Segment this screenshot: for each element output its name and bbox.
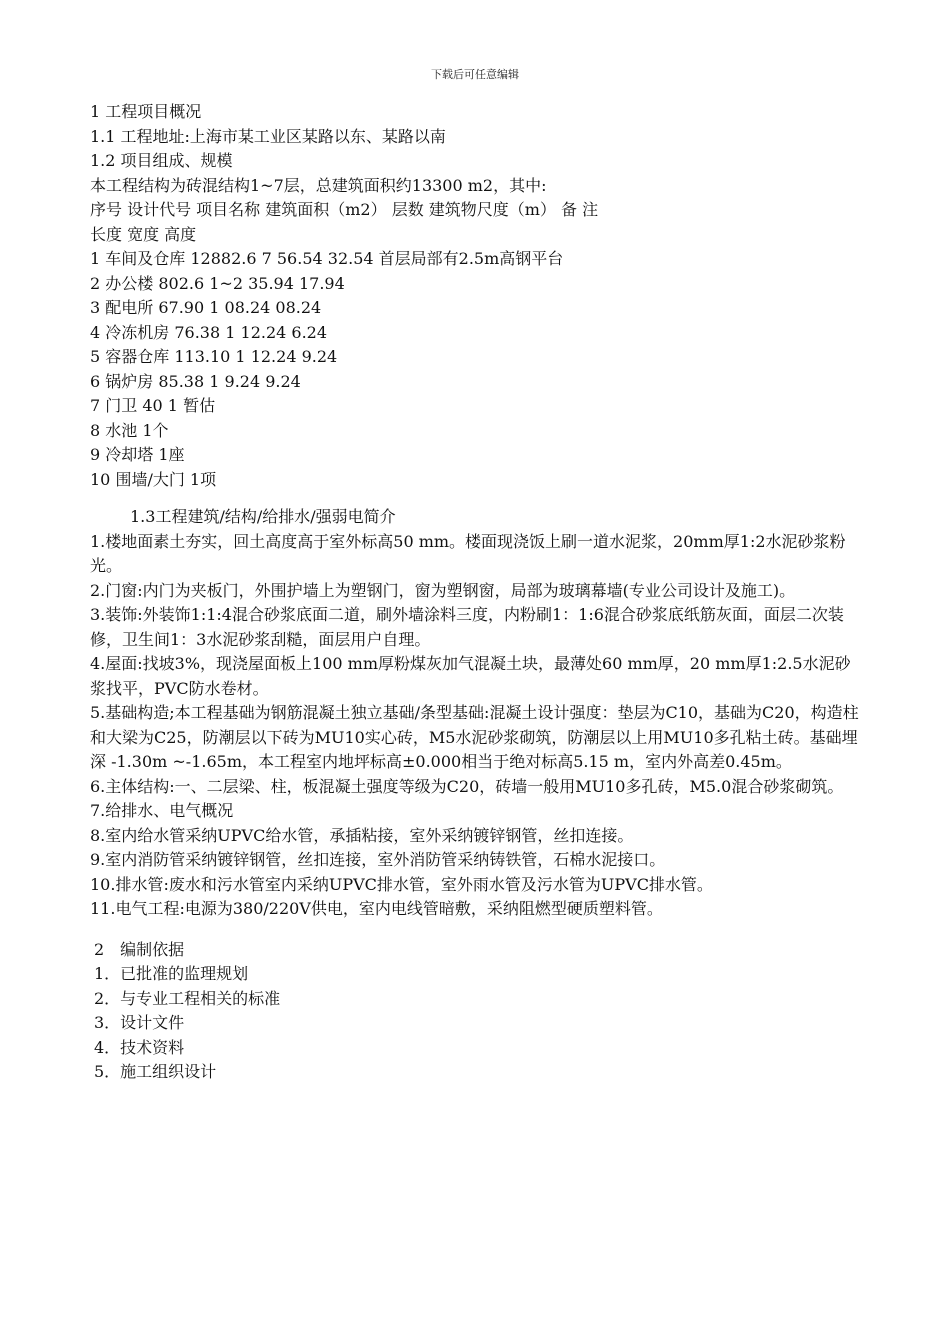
table-row: 10 围墙/大门 1项 (90, 469, 217, 489)
list-item: 5．施工组织设计 (94, 1062, 217, 1081)
table-row: 2 办公楼 802.6 1~2 35.94 17.94 (90, 273, 345, 293)
table-row: 7 门卫 40 1 暂估 (90, 396, 216, 415)
scale-summary: 本工程结构为砖混结构1~7层，总建筑面积约13300 m2，其中: (90, 175, 547, 195)
list-item: 6.主体结构:一、二层梁、柱，板混凝土强度等级为C20，砖墙一般用MU10多孔砖，M5.0混合砂浆砌筑。 (90, 776, 844, 796)
table-row: 1 车间及仓库 12882.6 7 56.54 32.54 首层局部有2.5m高钢平台 (90, 249, 564, 268)
table-header-row-2: 长度 宽度 高度 (90, 224, 197, 244)
list-item: 2．与专业工程相关的标准 (94, 988, 281, 1008)
list-item: 7.给排水、电气概况 (90, 801, 234, 820)
list-item: 10.排水管:废水和污水管室内采纳UPVC排水管，室外雨水管及污水管为UPVC排水管。 (90, 874, 713, 894)
list-item: 4.屋面:找坡3%，现浇屋面板上100 mm厚粉煤灰加气混凝土块，最薄处60 mm厚，20 mm厚1:2.5水泥砂浆找平，PVC防水卷材。 (90, 654, 851, 698)
list-item: 3．设计文件 (94, 1013, 185, 1032)
list-item: 2.门窗:内门为夹板门，外围护墙上为塑钢门，窗为塑钢窗，局部为玻璃幕墙(专业公司设计及施工)。 (90, 580, 796, 600)
section-2-heading: 2 编制依据 (94, 939, 185, 959)
table-row: 9 冷却塔 1座 (90, 445, 185, 464)
table-row: 5 容器仓库 113.10 1 12.24 9.24 (90, 347, 338, 366)
section-1-heading: 1 工程项目概况 (90, 102, 202, 121)
page-header: 下载后可任意编辑 (431, 68, 519, 81)
table-row: 4 冷冻机房 76.38 1 12.24 6.24 (90, 322, 328, 342)
list-item: 9.室内消防管采纳镀锌钢管，丝扣连接，室外消防管采纳铸铁管，石棉水泥接口。 (90, 850, 666, 869)
table-row: 8 水池 1个 (90, 420, 169, 440)
section-1-3-heading: 1.3工程建筑/结构/给排水/强弱电简介 (130, 507, 396, 526)
list-item: 8.室内给水管采纳UPVC给水管，承插粘接，室外采纳镀锌钢管，丝扣连接。 (90, 825, 634, 845)
document-body (90, 100, 860, 1085)
table-row: 3 配电所 67.90 1 08.24 08.24 (90, 298, 322, 317)
list-item: 3.装饰:外装饰1:1:4混合砂浆底面二道，刷外墙涂料三度，内粉刷1：1:6混合砂浆底纸筋灰面，面层二次装修，卫生间1：3水泥砂浆刮糙，面层用户自理。 (90, 605, 844, 649)
list-item: 5.基础构造;本工程基础为钢筋混凝土独立基础/条型基础:混凝土设计强度：垫层为C10，基础为C20，构造柱和大梁为C25，防潮层以下砖为MU10实心砖，M5水泥砂浆砌筑，防潮层以上用MU10多孔粘土砖。基础埋深 -1.30m ~-1.65m，本工程室内地坪标高±0.000相当于绝对标高5.15 m，室内外高差0.45m。 (90, 703, 859, 771)
table-header-row-1: 序号 设计代号 项目名称 建筑面积（m2） 层数 建筑物尺度（m） 备 注 (90, 200, 599, 219)
list-item: 11.电气工程:电源为380/220V供电，室内电线管暗敷，采纳阻燃型硬质塑料管。 (90, 899, 663, 918)
list-item: 4．技术资料 (94, 1037, 185, 1057)
project-address: 1.1 工程地址:上海市某工业区某路以东、某路以南 (90, 126, 446, 146)
scale-heading: 1.2 项目组成、规模 (90, 151, 233, 170)
list-item: 1．已批准的监理规划 (94, 964, 249, 983)
list-item: 1.楼地面素土夯实，回土高度高于室外标高50 mm。楼面现浇饭上刷一道水泥浆，20mm厚1:2水泥砂浆粉光。 (90, 531, 846, 575)
table-row: 6 锅炉房 85.38 1 9.24 9.24 (90, 371, 301, 391)
